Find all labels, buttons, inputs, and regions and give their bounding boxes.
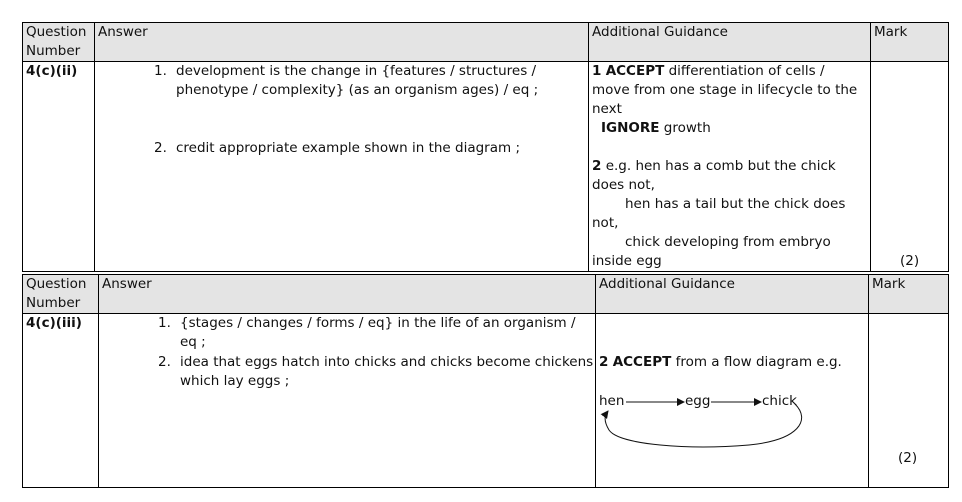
mark-value: (2) — [900, 253, 920, 269]
header-answer: Answer — [99, 275, 596, 314]
answer-text: credit appropriate example shown in the diagram ; — [176, 140, 520, 156]
answer-item — [102, 353, 595, 391]
question-number: 4(c)(iii) — [23, 314, 99, 488]
ignore-line: IGNORE growth — [601, 120, 711, 136]
table-header-row — [23, 275, 949, 314]
header-answer: Answer — [95, 23, 589, 62]
flow-diagram — [599, 390, 829, 470]
guidance-cell — [596, 314, 869, 488]
flow-node-egg: egg — [685, 393, 711, 409]
header-question-number: Question Number — [23, 275, 99, 314]
table-row — [23, 62, 949, 272]
flow-node-hen: hen — [599, 393, 625, 409]
header-additional-guidance: Additional Guidance — [596, 275, 869, 314]
answer-text: development is the change in {features / structures / phenotype / complexity} (as an organism ages) / eq ; — [176, 63, 539, 98]
table-row — [23, 314, 949, 488]
answer-number: 1. — [154, 63, 167, 79]
answer-list — [102, 314, 595, 391]
answer-number: 2. — [158, 354, 171, 370]
answer-cell — [95, 62, 589, 272]
answer-cell — [99, 314, 596, 488]
header-mark: Mark — [869, 275, 949, 314]
guidance-example-line: hen has a tail but the chick does not, — [592, 196, 846, 231]
table-header-row — [23, 23, 949, 62]
guidance-point-2: 2 e.g. hen has a comb but the chick does not, — [592, 158, 836, 193]
ignore-keyword: IGNORE — [601, 120, 660, 136]
answer-number: 2. — [154, 140, 167, 156]
mark-value: (2) — [898, 450, 918, 466]
flow-node-chick: chick — [762, 393, 797, 409]
header-mark: Mark — [871, 23, 949, 62]
mark-cell — [871, 62, 949, 272]
answer-item — [98, 62, 588, 139]
answer-number: 1. — [158, 315, 171, 331]
answer-item — [98, 139, 588, 158]
guidance-example-line: chick developing from embryo inside egg — [592, 234, 831, 269]
guidance-point-1: 1 ACCEPT differentiation of cells / move from one stage in lifecycle to the next — [592, 63, 858, 117]
accept-keyword: ACCEPT — [612, 354, 672, 370]
guidance-cell — [589, 62, 871, 272]
answer-text: idea that eggs hatch into chicks and chicks become chickens which lay eggs ; — [180, 354, 594, 389]
answer-item — [102, 314, 595, 353]
accept-keyword: ACCEPT — [605, 63, 665, 79]
header-additional-guidance: Additional Guidance — [589, 23, 871, 62]
header-question-number: Question Number — [23, 23, 95, 62]
answer-list — [98, 62, 588, 158]
mark-scheme-table-4ciii — [22, 274, 949, 488]
mark-scheme-table-4cii — [22, 22, 949, 272]
mark-cell — [869, 314, 949, 488]
question-number: 4(c)(ii) — [23, 62, 95, 272]
answer-text: {stages / changes / forms / eq} in the life of an organism / eq ; — [180, 315, 576, 350]
guidance-point-2: 2 ACCEPT from a flow diagram e.g. — [599, 354, 842, 370]
